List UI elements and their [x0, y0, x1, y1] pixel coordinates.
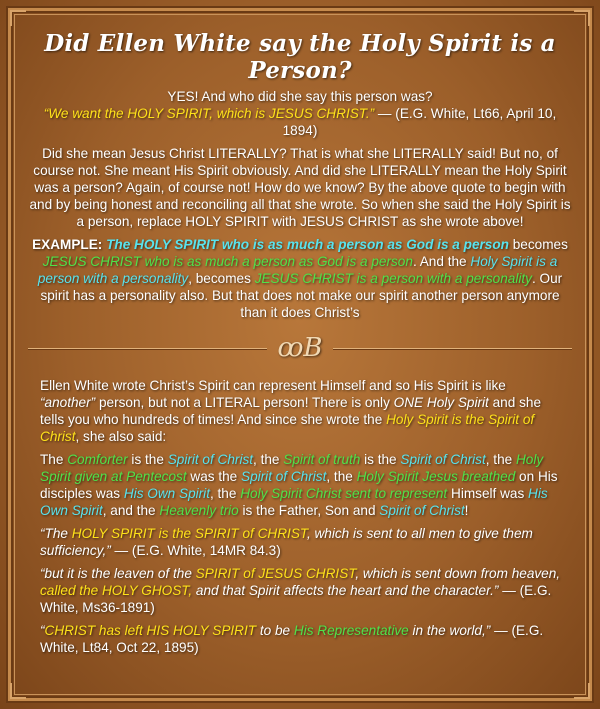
text-run: Himself was	[447, 486, 529, 501]
p2-holy-spirit-phrase: Holy Spirit is the Spirit of Christ	[40, 412, 535, 444]
p2-text-a: Ellen White wrote Christ’s Spirit can represent Himself and so His Spirit is like	[40, 378, 506, 393]
text-run: HOLY SPIRIT is the SPIRIT of CHRIST	[71, 526, 307, 541]
text-run: , and the	[102, 503, 160, 518]
content-area	[28, 30, 572, 656]
text-run: , which is sent to all men to give them sufficiency,”	[40, 526, 533, 558]
text-run: Holy Spirit Christ sent to represent	[240, 486, 448, 501]
text-run: Holy Spirit Jesus breathed	[356, 469, 516, 484]
text-run: “The	[40, 526, 72, 541]
corner-ornament	[10, 10, 26, 26]
divider-line	[28, 348, 267, 349]
text-run: Holy Spirit given at Pentecost	[40, 452, 544, 484]
example-phrase-4: JESUS CHRIST is a person with a personality	[254, 271, 532, 286]
text-run: “	[40, 623, 45, 638]
text-run: CHRIST has left HIS HOLY SPIRIT	[44, 623, 257, 638]
text-run: , the	[253, 452, 284, 467]
text-run: on His disciples was	[40, 469, 558, 501]
text-run: SPIRIT of JESUS CHRIST	[195, 566, 356, 581]
divider-line	[333, 348, 572, 349]
example-paragraph	[28, 236, 572, 321]
p2-one-holy-spirit: ONE Holy Spirit	[393, 395, 489, 410]
example-text-2: . And the	[412, 254, 467, 269]
quote-4	[40, 622, 564, 656]
example-text-4: . Our spirit has a personality also. But that does not make our spirit another person anymore than it does Christ’s	[40, 271, 563, 320]
paragraph-1: Did she mean Jesus Christ LITERALLY? That is what she LITERALLY said! But no, of course not. She meant His Spirit obviously. And did she LITERALLY mean the Holy Spirit was a person? Again, of course not! How do we know? By the above quote to begin with and by being honest and reconciling all that she wrote. So when she said the Holy Spirit is a person, replace HOLY SPIRIT with JESUS CHRIST as she wrote above!	[29, 146, 571, 229]
text-run: and that Spirit affects the heart and the character.”	[192, 583, 499, 598]
p2-text-e: and she tells you who hundreds of times! And since she wrote the	[40, 395, 541, 427]
text-run: , the	[326, 469, 357, 484]
text-run: is the	[127, 452, 168, 467]
text-run: — (E.G. White, 14MR 84.3)	[110, 543, 281, 558]
text-run: Spirit of Christ	[379, 503, 465, 518]
text-run: The	[40, 452, 68, 467]
corner-ornament	[574, 10, 590, 26]
quote-2	[40, 525, 564, 559]
paragraph-2	[40, 377, 564, 445]
example-phrase-2: JESUS CHRIST who is as much a person as God is a person	[42, 254, 413, 269]
quote-1	[28, 105, 572, 139]
text-run: , the	[209, 486, 241, 501]
text-run: His Representative	[293, 623, 409, 638]
text-run: was the	[186, 469, 241, 484]
section-2	[28, 377, 572, 656]
ornament-divider	[28, 333, 572, 363]
text-run: , the	[485, 452, 516, 467]
page-title: Did Ellen White say the Holy Spirit is a Person?	[44, 30, 556, 84]
example-text-1: becomes	[512, 237, 568, 252]
quote-1-source: — (E.G. White, Lt66, April 10, 1894)	[282, 106, 557, 138]
text-run: — (E.G. White, Ms36-1891)	[40, 583, 552, 615]
corner-ornament	[574, 683, 590, 699]
corner-ornament	[10, 683, 26, 699]
text-run: Spirit of Christ	[167, 452, 254, 467]
text-run: , which is sent down from heaven,	[355, 566, 561, 581]
text-run: is the Father, Son and	[238, 503, 380, 518]
p2-text-c: person, but not a LITERAL person! There is only	[98, 395, 390, 410]
example-phrase-3: Holy Spirit is a person with a personality	[37, 254, 558, 286]
text-run: to be	[256, 623, 294, 638]
text-run: Comforter	[67, 452, 128, 467]
text-run: His Own Spirit	[123, 486, 210, 501]
intro-line: YES! And who did she say this person was?	[167, 89, 433, 104]
quote-3	[40, 565, 564, 616]
p2-text-g: , she also said:	[75, 429, 167, 444]
text-run: in the world,”	[408, 623, 491, 638]
example-phrase-1: The HOLY SPIRIT who is as much a person as God is a person	[106, 237, 509, 252]
p2-another: “another”	[40, 395, 96, 410]
text-run: Spirit of truth	[283, 452, 361, 467]
text-run: called the HOLY GHOST,	[40, 583, 193, 598]
text-run: — (E.G. White, Lt84, Oct 22, 1895)	[40, 623, 544, 655]
text-run: Spirit of Christ	[400, 452, 486, 467]
text-run: Heavenly trio	[159, 503, 239, 518]
text-run: “but it is the leaven of the	[40, 566, 196, 581]
quote-1-text: “We want the HOLY SPIRIT, which is JESUS CHRIST.”	[43, 106, 375, 121]
text-run: is the	[360, 452, 401, 467]
example-label: EXAMPLE:	[32, 237, 103, 252]
text-run: !	[464, 503, 469, 518]
text-run: His Own Spirit	[40, 486, 548, 518]
text-run: Spirit of Christ	[241, 469, 327, 484]
flourish-icon: ꝏB	[277, 333, 323, 363]
example-text-3: , becomes	[188, 271, 251, 286]
paragraph-3	[40, 451, 564, 519]
